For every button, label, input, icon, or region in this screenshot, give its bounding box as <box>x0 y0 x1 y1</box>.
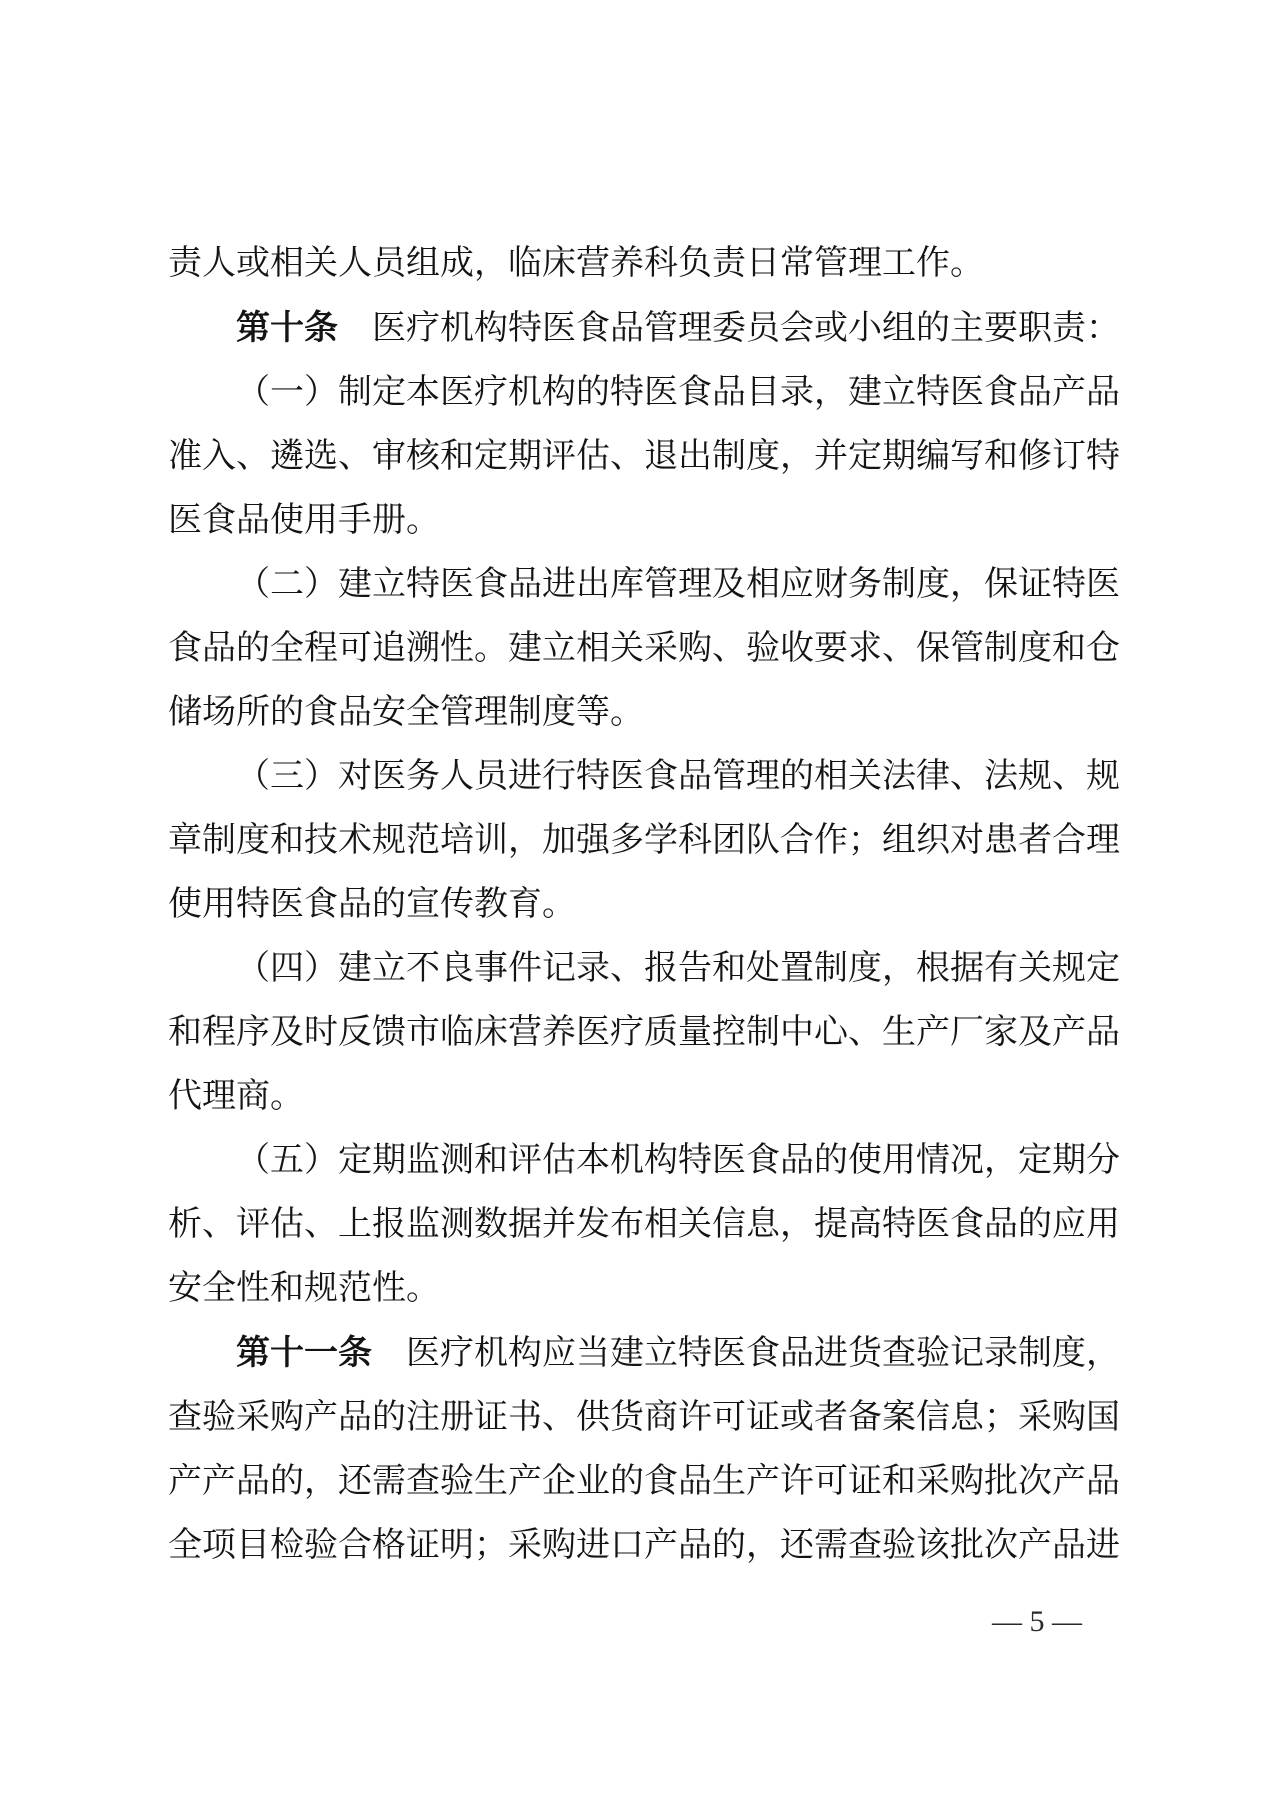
paragraph-item-2: （二）建立特医食品进出库管理及相应财务制度，保证特医食品的全程可追溯性。建立相关采购、验收要求、保管制度和仓储场所的食品安全管理制度等。 <box>168 566 1120 731</box>
paragraph-item-5: （五）定期监测和评估本机构特医食品的使用情况，定期分析、评估、上报监测数据并发布相关信息，提高特医食品的应用安全性和规范性。 <box>168 1142 1120 1307</box>
paragraph-continuation: 责人或相关人员组成，临床营养科负责日常管理工作。 <box>168 245 984 282</box>
document-body <box>168 232 1120 1578</box>
paragraph-article-11 <box>168 1321 1120 1578</box>
paragraph-item-4: （四）建立不良事件记录、报告和处置制度，根据有关规定和程序及时反馈市临床营养医疗质量控制中心、生产厂家及产品代理商。 <box>168 950 1120 1115</box>
article-11-text: 医疗机构应当建立特医食品进货查验记录制度，查验采购产品的注册证书、供货商许可证或者备案信息；采购国产产品的，还需查验生产企业的食品生产许可证和采购批次产品全项目检验合格证明；采购进口产品的，还需查验该批次产品进 <box>168 1335 1120 1564</box>
article-10-number: 第十条 <box>236 309 338 347</box>
article-10-text: 医疗机构特医食品管理委员会或小组的主要职责： <box>338 310 1120 347</box>
paragraph-item-1: （一）制定本医疗机构的特医食品目录，建立特医食品产品准入、遴选、审核和定期评估、退出制度，并定期编写和修订特医食品使用手册。 <box>168 374 1120 539</box>
paragraph-item-3: （三）对医务人员进行特医食品管理的相关法律、法规、规章制度和技术规范培训，加强多学科团队合作；组织对患者合理使用特医食品的宣传教育。 <box>168 758 1120 923</box>
article-11-number: 第十一条 <box>236 1334 372 1372</box>
paragraph-article-10 <box>168 296 1120 361</box>
page-number: — 5 — <box>992 1605 1082 1638</box>
